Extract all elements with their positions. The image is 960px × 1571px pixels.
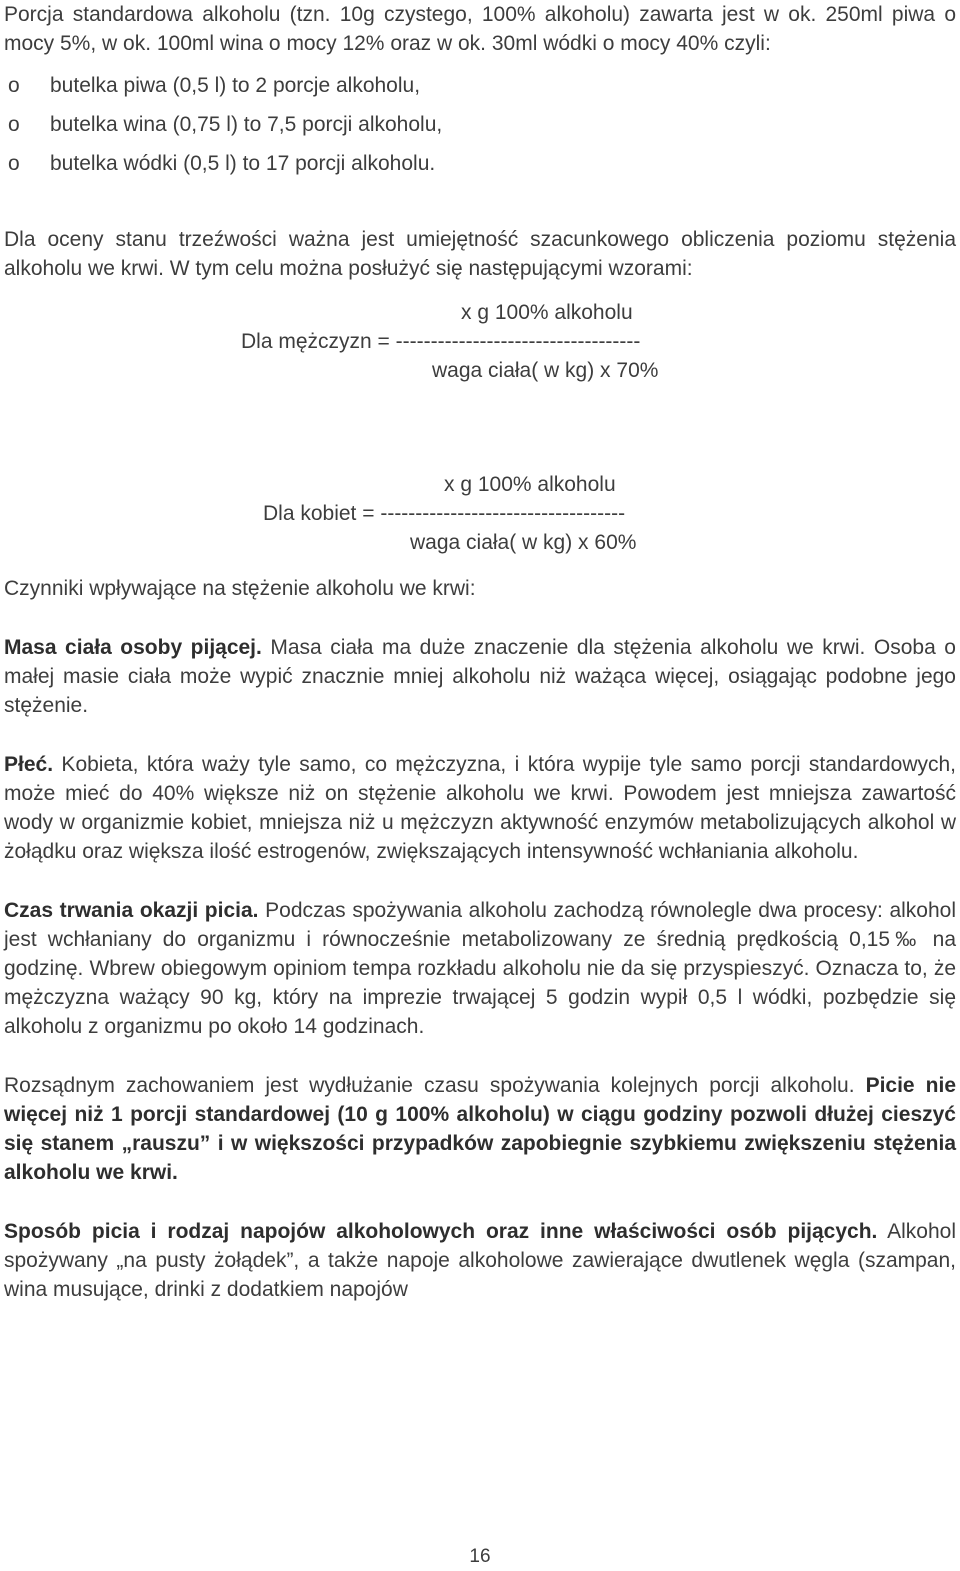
list-item [4,105,956,144]
formula-men-denominator: waga ciała( w kg) x 70% [432,359,659,382]
formula-women-label: Dla kobiet = ----------------------------------- [263,502,626,525]
reasonable-paragraph: Rozsądnym zachowaniem jest wydłużanie czasu spożywania kolejnych porcji alkoholu. Picie nie więcej niż 1 porcji standardowej (10 g 100% alkoholu) w ciągu godziny pozwoli dłużej cieszyć się stanem „rauszu” i w większości przypadków zapobiegnie szybkiemu zwiększeniu stężenia alkoholu we krwi. [4,1074,956,1184]
formula-men [4,290,956,390]
formula-men-label: Dla mężczyzn = ----------------------------------- [241,330,641,353]
bullet-marker: o [8,152,20,175]
factors-heading: Czynniki wpływające na stężenie alkoholu we krwi: [4,577,476,600]
evaluation-paragraph: Dla oceny stanu trzeźwości ważna jest umiejętność szacunkowego obliczenia poziomu stężenia alkoholu we krwi. W tym celu można posłużyć się następującymi wzorami: [4,228,956,280]
duration-heading: Czas trwania okazji picia. [4,899,259,922]
formula-men-numerator: x g 100% alkoholu [461,301,633,324]
list-item [4,66,956,105]
bullet-marker: o [8,113,20,136]
list-item [4,144,956,183]
mass-heading: Masa ciała osoby pijącej. [4,636,262,659]
reasonable-bold-text: Picie nie więcej niż 1 porcji standardowej (10 g 100% alkoholu) w ciągu godziny pozwoli dłużej cieszyć się stanem „rauszu” i w większości przypadków zapobiegnie szybkiemu zwiększeniu stężenia alkoholu we krwi. [4,1074,956,1184]
mass-paragraph: Masa ciała osoby pijącej. Masa ciała ma duże znaczenie dla stężenia alkoholu we krwi. Osoba o małej masie ciała może wypić znacznie mniej alkoholu niż ważąca więcej, osiągając podobne jego stężenie. [4,636,956,717]
formula-women-fraction-line: ----------------------------------- [380,502,626,525]
list-item-text: butelka piwa (0,5 l) to 2 porcje alkoholu, [50,74,421,97]
formula-women [4,470,956,570]
formula-women-numerator: x g 100% alkoholu [444,473,616,496]
bullet-marker: o [8,74,20,97]
document-page [4,0,956,1304]
page-number: 16 [469,1546,491,1567]
formula-women-denominator: waga ciała( w kg) x 60% [410,531,637,554]
sex-paragraph: Płeć. Kobieta, która waży tyle samo, co mężczyzna, i która wypije tyle samo porcji standardowych, może mieć do 40% większe niż on stężenie alkoholu we krwi. Powodem jest mniejsza zawartość wody w organizmie kobiet, mniejsza niż u mężczyzn aktywność enzymów metabolizujących alkohol w żołądku oraz większa ilość estrogenów, zwiększających intensywność wchłaniania alkoholu. [4,753,956,863]
duration-paragraph: Czas trwania okazji picia. Podczas spożywania alkoholu zachodzą równolegle dwa procesy: alkohol jest wchłaniany do organizmu i równocześnie metabolizowany ze średnią prędkością 0,15‰ na godzinę. Wbrew obiegowym opiniom tempa rozkładu alkoholu nie da się przyspieszyć. Oznacza to, że mężczyzna ważący 90 kg, który na imprezie trwającej 5 godzin wypił 0,5 l wódki, pozbędzie się alkoholu z organizmu po około 14 godzinach. [4,899,956,1038]
list-item-text: butelka wódki (0,5 l) to 17 porcji alkoholu. [50,152,436,175]
list-item-text: butelka wina (0,75 l) to 7,5 porcji alkoholu, [50,113,443,136]
intro-paragraph: Porcja standardowa alkoholu (tzn. 10g czystego, 100% alkoholu) zawarta jest w ok. 250ml piwa o mocy 5%, w ok. 100ml wina o mocy 12% oraz w ok. 30ml wódki o mocy 40% czyli: [4,3,956,55]
method-heading: Sposób picia i rodzaj napojów alkoholowych oraz inne właściwości osób pijących. [4,1220,878,1243]
sex-heading: Płeć. [4,753,54,776]
portions-list [4,66,956,183]
method-paragraph: Sposób picia i rodzaj napojów alkoholowych oraz inne właściwości osób pijących. Alkohol spożywany „na pusty żołądek”, a także napoje alkoholowe zawierające dwutlenek węgla (szampan, wina musujące, drinki z dodatkiem napojów [4,1220,956,1301]
formula-men-fraction-line: ----------------------------------- [395,330,641,353]
